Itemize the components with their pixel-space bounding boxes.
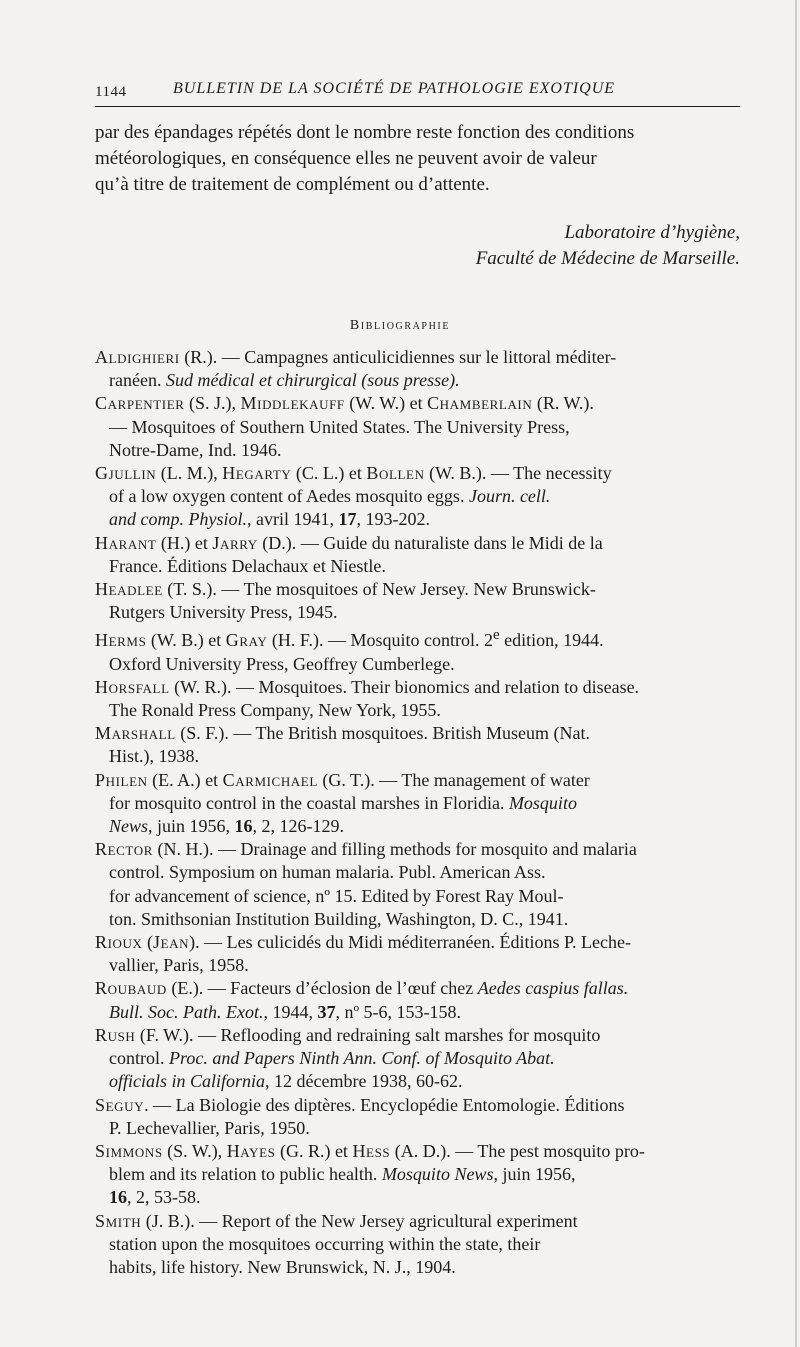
- page-edge-rule: [795, 0, 797, 1347]
- reference-text: (G. T.). — The management of water: [317, 769, 590, 790]
- author-name: Middlekauff: [240, 393, 345, 414]
- author-name: Marshall: [95, 723, 176, 744]
- reference-text: (R.). — Campagnes anticulicidiennes sur le littoral méditer-: [179, 347, 617, 367]
- reference-text: for advancement of science, nº 15. Edited by Forest Ray Moul-: [109, 885, 564, 906]
- reference-entry: [95, 722, 755, 768]
- author-name: Herms: [95, 630, 147, 651]
- reference-text: Hist.), 1938.: [109, 746, 199, 767]
- reference-entry: [95, 1140, 755, 1210]
- reference-text: Oxford University Press, Geoffrey Cumberlege.: [109, 653, 455, 674]
- reference-text: The Ronald Press Company, New York, 1955.: [109, 700, 441, 721]
- bibliography-list: [95, 346, 755, 1279]
- reference-text: (H.) et: [156, 532, 213, 553]
- reference-text: Rutgers University Press, 1945.: [109, 602, 338, 623]
- reference-text: . — La Biologie des diptères. Encyclopédie Entomologie. Éditions: [144, 1094, 625, 1115]
- reference-text: ton. Smithsonian Institution Building, Washington, D. C., 1941.: [109, 908, 569, 929]
- reference-text: ranéen.: [109, 370, 166, 391]
- author-name: Rector: [95, 839, 153, 860]
- reference-text: blem and its relation to public health.: [109, 1164, 382, 1185]
- journal-title: and comp. Physiol.: [109, 509, 247, 530]
- page-header: [95, 80, 740, 108]
- author-name: Smith: [95, 1210, 142, 1231]
- author-name: Chamberlain: [427, 393, 533, 414]
- reference-text: of a low oxygen content of Aedes mosquito eggs.: [109, 486, 469, 507]
- reference-text: (S. W.),: [162, 1140, 227, 1161]
- volume-number: 16: [109, 1187, 127, 1208]
- reference-entry: [95, 346, 755, 392]
- journal-title: Bull. Soc. Path. Exot.: [109, 1001, 264, 1022]
- reference-text: , nº 5-6, 153-158.: [335, 1001, 462, 1022]
- journal-title: officials in California: [109, 1071, 266, 1092]
- reference-text: , juin 1956,: [493, 1164, 576, 1185]
- journal-title: Journ. cell.: [468, 486, 551, 507]
- reference-entry: [95, 578, 755, 624]
- reference-text: , 1944,: [263, 1001, 318, 1022]
- reference-text: — Mosquitoes of Southern United States. The University Press,: [109, 416, 570, 437]
- author-name: Philen: [95, 769, 148, 790]
- reference-text: (E.). — Facteurs d’éclosion de l’œuf chez: [166, 978, 478, 999]
- reference-entry: [95, 532, 755, 578]
- author-name: Hess: [352, 1140, 391, 1161]
- author-name: Horsfall: [95, 676, 170, 697]
- reference-text: , avril 1941,: [246, 509, 339, 530]
- reference-text: vallier, Paris, 1958.: [109, 955, 249, 976]
- reference-entry: [95, 1024, 755, 1094]
- reference-text: (E. A.) et: [147, 769, 223, 790]
- reference-entry: [95, 676, 755, 722]
- author-name: Gjullin: [95, 463, 157, 484]
- affiliation: [476, 220, 740, 272]
- author-name: Rioux: [95, 932, 143, 953]
- reference-text: (W. R.). — Mosquitoes. Their bionomics and relation to disease.: [169, 676, 640, 697]
- reference-text: , juin 1956,: [148, 816, 235, 837]
- reference-text: (: [142, 932, 153, 953]
- reference-entry: [95, 769, 755, 839]
- reference-entry: [95, 977, 755, 1023]
- reference-text: (T. S.). — The mosquitoes of New Jersey. New Brunswick-: [162, 579, 596, 600]
- reference-entry: [95, 931, 755, 977]
- author-name: Hegarty: [222, 463, 292, 484]
- reference-text: Notre-Dame, Ind. 1946.: [109, 439, 282, 460]
- author-name: Harant: [95, 532, 157, 553]
- reference-text: (W. B.) et: [146, 630, 226, 651]
- author-name: Hayes: [226, 1140, 276, 1161]
- volume-number: 37: [317, 1001, 336, 1022]
- reference-text: (W. W.) et: [344, 393, 428, 414]
- author-name: Aldighieri: [95, 347, 180, 367]
- reference-entry: [95, 392, 755, 462]
- reference-text: edition, 1944.: [499, 630, 604, 651]
- reference-text: , 193-202.: [356, 509, 430, 530]
- volume-number: 16: [234, 816, 253, 837]
- reference-text: station upon the mosquitoes occurring within the state, their: [109, 1233, 541, 1254]
- reference-entry: [95, 624, 755, 675]
- reference-text: (A. D.). — The pest mosquito pro-: [390, 1140, 645, 1161]
- reference-text: control.: [109, 1048, 169, 1069]
- closing-paragraph: [95, 120, 745, 198]
- reference-text: (J. B.). — Report of the New Jersey agricultural experiment: [141, 1210, 578, 1231]
- author-name: Jean: [153, 932, 190, 953]
- journal-title: Mosquito: [508, 792, 577, 813]
- affiliation-line: Laboratoire d’hygiène,: [564, 222, 740, 243]
- author-name: Headlee: [95, 579, 163, 600]
- reference-text: (W. B.). — The necessity: [424, 463, 612, 484]
- reference-entry: [95, 1210, 755, 1280]
- reference-text: , 12 décembre 1938, 60-62.: [265, 1071, 463, 1092]
- reference-text: (N. H.). — Drainage and filling methods for mosquito and malaria: [152, 839, 637, 860]
- author-name: Carmichael: [222, 769, 318, 790]
- author-name: Roubaud: [95, 978, 167, 999]
- reference-text: habits, life history. New Brunswick, N. J., 1904.: [109, 1256, 456, 1277]
- superscript: e: [492, 627, 500, 644]
- volume-number: 17: [338, 509, 357, 530]
- bibliography-heading: Bibliographie: [349, 318, 451, 333]
- reference-entry: [95, 838, 755, 931]
- page-number: 1144: [95, 84, 127, 100]
- author-name: Carpentier: [95, 393, 185, 414]
- reference-text: , 2, 126-129.: [252, 816, 345, 837]
- reference-text: control. Symposium on human malaria. Publ. American Ass.: [109, 862, 546, 883]
- affiliation-line: Faculté de Médecine de Marseille.: [475, 248, 740, 269]
- header-rule: [95, 106, 740, 107]
- paragraph-line: qu’à titre de traitement de complément ou d’attente.: [95, 174, 490, 195]
- reference-text: P. Lechevallier, Paris, 1950.: [109, 1117, 310, 1138]
- author-name: Rush: [95, 1024, 136, 1045]
- reference-entry: [95, 1094, 755, 1140]
- species-name: Aedes caspius fallas.: [477, 978, 629, 999]
- reference-entry: [95, 462, 755, 532]
- journal-title: Mosquito News: [381, 1164, 494, 1185]
- paragraph-line: par des épandages répétés dont le nombre reste fonction des conditions: [95, 122, 635, 143]
- author-name: Simmons: [95, 1140, 163, 1161]
- reference-text: (S. F.). — The British mosquitoes. British Museum (Nat.: [175, 723, 590, 744]
- reference-text: (D.). — Guide du naturaliste dans le Midi de la: [257, 532, 603, 553]
- paragraph-line: météorologiques, en conséquence elles ne peuvent avoir de valeur: [95, 148, 597, 169]
- reference-text: for mosquito control in the coastal marshes in Floridia.: [109, 792, 509, 813]
- reference-text: , 2, 53-58.: [127, 1187, 201, 1208]
- reference-text: ). — Les culicidés du Midi méditerranéen. Éditions P. Leche-: [189, 932, 632, 953]
- running-head: BULLETIN DE LA SOCIÉTÉ DE PATHOLOGIE EXOTIQUE: [173, 80, 616, 97]
- reference-text: France. Éditions Delachaux et Niestle.: [109, 555, 386, 576]
- reference-text: (R. W.).: [532, 393, 594, 414]
- author-name: Jarry: [212, 532, 258, 553]
- reference-text: (G. R.) et: [275, 1140, 353, 1161]
- author-name: Seguy: [95, 1094, 145, 1115]
- author-name: Bollen: [366, 463, 425, 484]
- reference-text: (F. W.). — Reflooding and redraining salt marshes for mosquito: [135, 1024, 601, 1045]
- author-name: Gray: [225, 630, 268, 651]
- reference-text: (L. M.),: [156, 463, 223, 484]
- journal-title: News: [109, 816, 149, 837]
- reference-text: (C. L.) et: [291, 463, 367, 484]
- reference-text: (H. F.). — Mosquito control. 2: [267, 630, 493, 651]
- journal-title: Sud médical et chirurgical (sous presse).: [165, 370, 460, 391]
- reference-text: (S. J.),: [184, 393, 241, 414]
- journal-title: Proc. and Papers Ninth Ann. Conf. of Mosquito Abat.: [169, 1048, 555, 1069]
